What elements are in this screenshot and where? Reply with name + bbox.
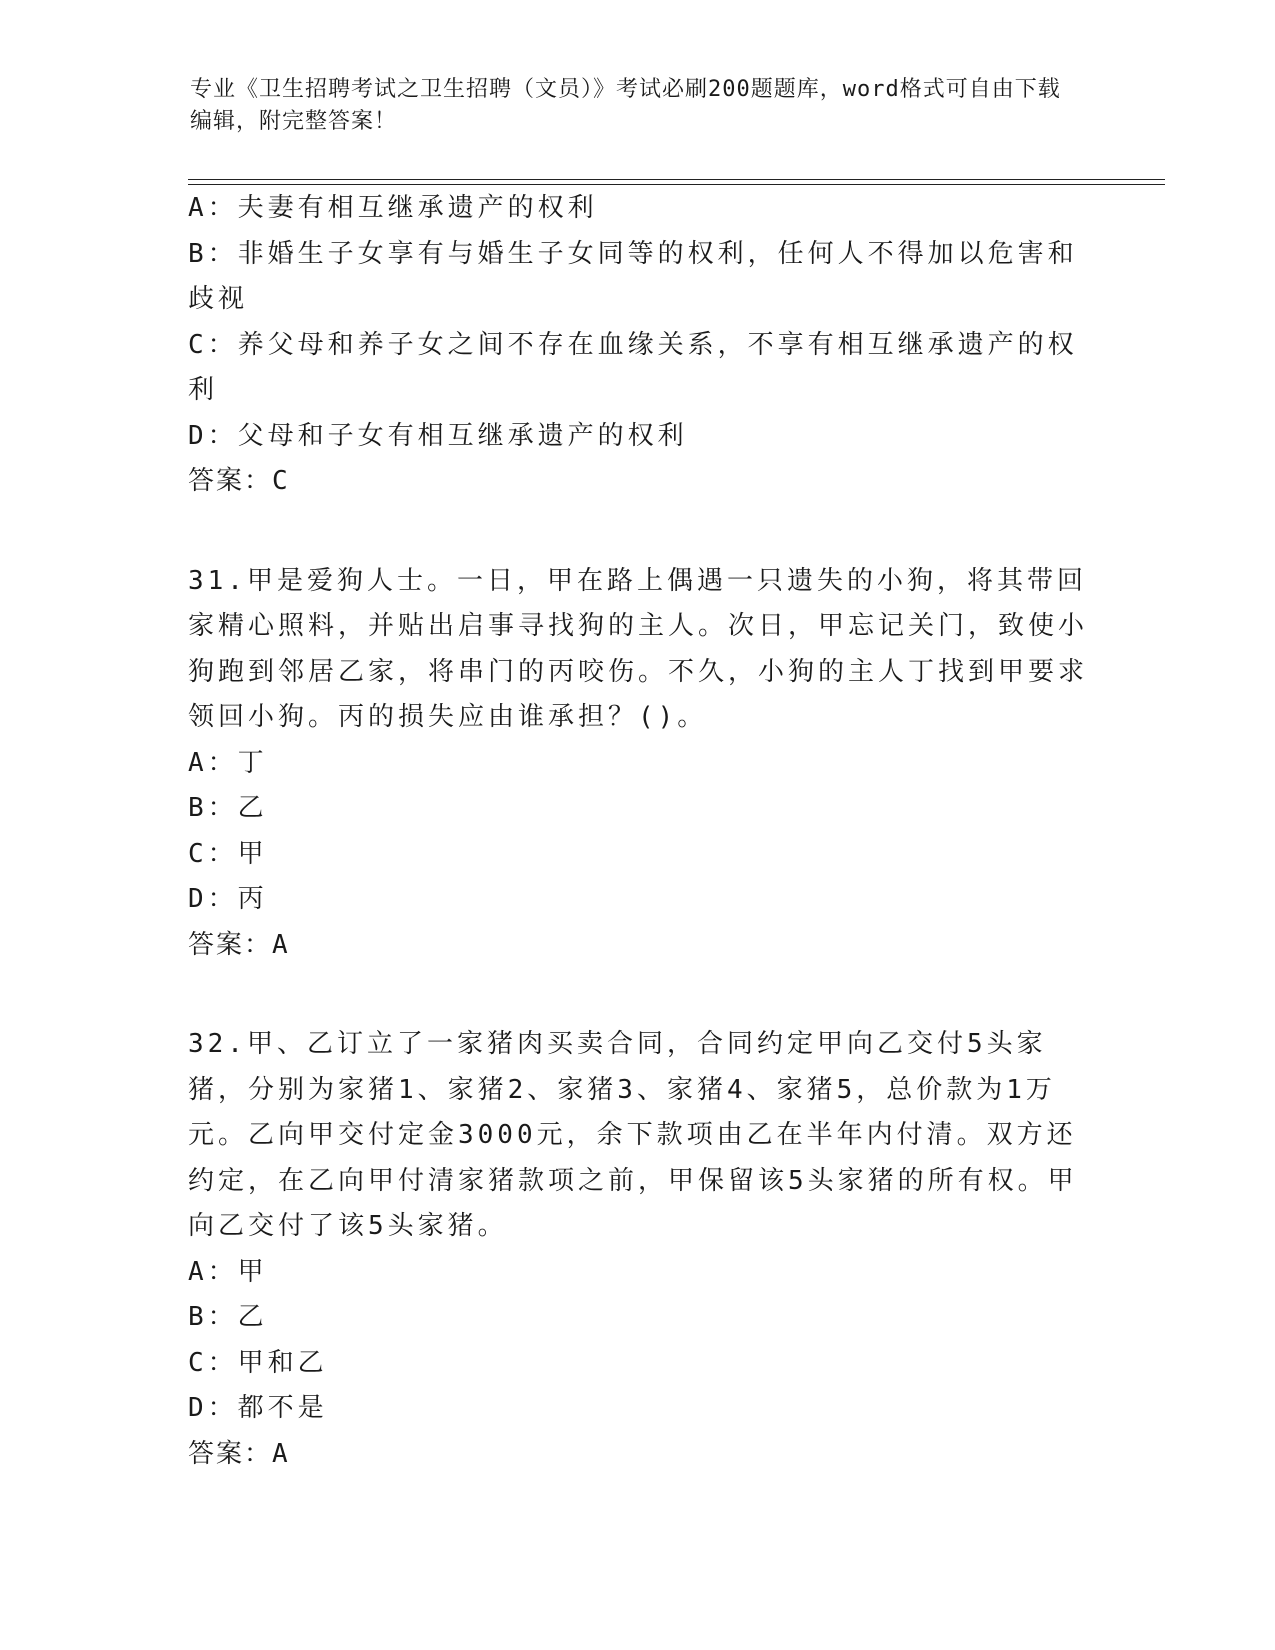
- option-d: D：丙: [188, 884, 268, 914]
- answer-line: [188, 923, 1088, 969]
- answer-value: A: [272, 929, 290, 960]
- option-a: A：夫妻有相互继承遗产的权利: [188, 193, 598, 223]
- option-b: B：乙: [188, 793, 268, 823]
- question-block: [188, 559, 1088, 969]
- option-a: A：丁: [188, 747, 268, 778]
- answer-line: [188, 459, 1088, 505]
- answer-value: C: [272, 466, 290, 496]
- question-block: [188, 1022, 1088, 1477]
- option-c: C：甲和乙: [188, 1347, 328, 1378]
- answer-label: 答案：: [188, 466, 273, 496]
- answer-label: 答案：: [188, 929, 273, 960]
- question-block: [188, 186, 1088, 505]
- question-list: [188, 186, 1088, 1477]
- option-d: D：父母和子女有相互继承遗产的权利: [188, 420, 688, 451]
- option-c: C：养父母和养子女之间不存在血缘关系，不享有相互继承遗产的权利: [188, 329, 1078, 405]
- option-b: B：非婚生子女享有与婚生子女同等的权利，任何人不得加以危害和歧视: [188, 238, 1078, 314]
- header-rule-bottom: [188, 184, 1165, 185]
- answer-line: [188, 1432, 1088, 1478]
- question-stem: 32.甲、乙订立了一家猪肉买卖合同，合同约定甲向乙交付5头家猪，分别为家猪1、家猪2、家猪3、家猪4、家猪5，总价款为1万元。乙向甲交付定金3000元，余下款项由乙在半年内付清。双方还约定，在乙向甲付清家猪款项之前，甲保留该5头家猪的所有权。甲向乙交付了该5头家猪。: [188, 1029, 1078, 1241]
- header-rule-top: [188, 179, 1165, 180]
- question-stem: 31.甲是爱狗人士。一日，甲在路上偶遇一只遗失的小狗，将其带回家精心照料，并贴出启事寻找狗的主人。次日，甲忘记关门，致使小狗跑到邻居乙家，将串门的丙咬伤。不久，小狗的主人丁找到甲要求领回小狗。丙的损失应由谁承担？()。: [188, 565, 1089, 732]
- option-a: A：甲: [188, 1256, 268, 1287]
- option-d: D：都不是: [188, 1393, 328, 1423]
- document-header: 专业《卫生招聘考试之卫生招聘（文员）》考试必刷200题题库，word格式可自由下载编辑，附完整答案！: [190, 77, 1061, 134]
- answer-value: A: [272, 1438, 290, 1469]
- option-c: C：甲: [188, 838, 268, 869]
- answer-label: 答案：: [188, 1438, 273, 1469]
- option-b: B：乙: [188, 1302, 268, 1332]
